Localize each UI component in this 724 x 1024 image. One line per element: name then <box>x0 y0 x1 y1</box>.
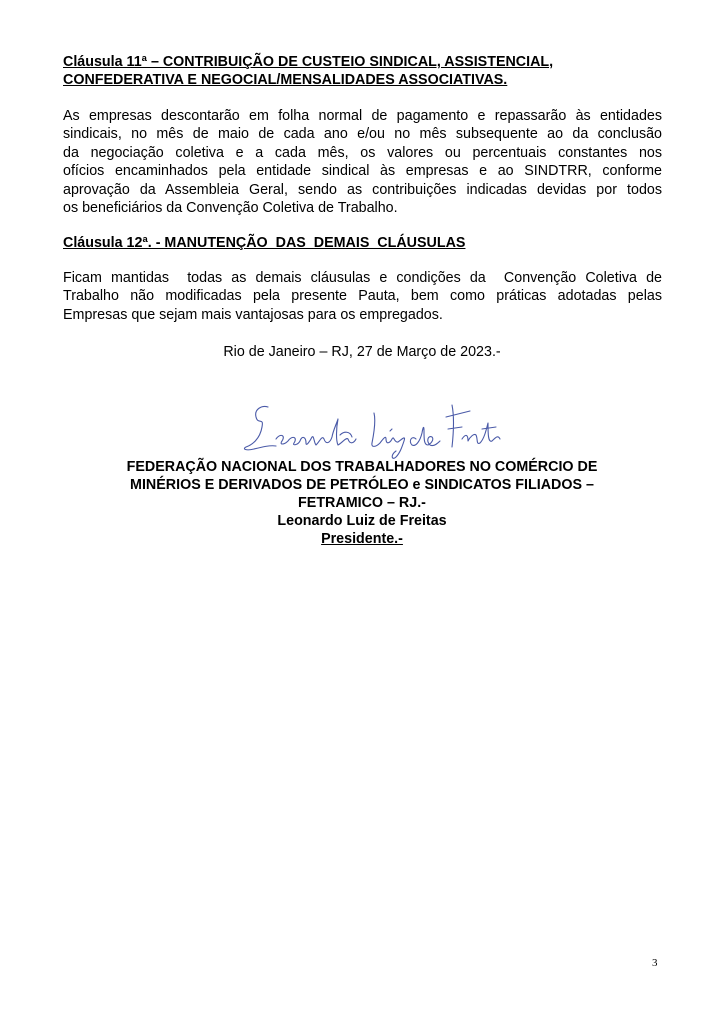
clause-11-line: sindicais, no mês de maio de cada ano e/ou no mês subsequente ao da conclusão <box>63 126 662 143</box>
clause-11-line: aprovação da Assembleia Geral, sendo as contribuições indicadas devidas por todos <box>63 181 662 198</box>
organization-line-1: FEDERAÇÃO NACIONAL DOS TRABALHADORES NO COMÉRCIO DE <box>126 459 598 475</box>
clause-12-heading-text: Cláusula 12ª. - MANUTENÇÃO DAS DEMAIS CLÁUSULAS <box>63 235 466 251</box>
clause-11-heading-line1: Cláusula 11ª – CONTRIBUIÇÃO DE CUSTEIO SINDICAL, ASSISTENCIAL, <box>63 54 554 70</box>
page-number: 3 <box>652 957 658 969</box>
organization-line-2: MINÉRIOS E DERIVADOS DE PETRÓLEO e SINDICATOS FILIADOS – <box>130 477 594 493</box>
clause-11-line: As empresas descontarão em folha normal de pagamento e repassarão às entidades <box>63 108 662 124</box>
place-date <box>0 343 724 361</box>
signatory-name: Leonardo Luiz de Freitas <box>277 513 447 529</box>
signatory-role: Presidente.- <box>321 531 403 547</box>
clause-12-heading <box>63 234 663 252</box>
clause-11-body <box>63 107 662 217</box>
clause-11-heading-line2: CONFEDERATIVA E NEGOCIAL/MENSALIDADES ASSOCIATIVAS. <box>63 72 508 88</box>
organization-line-3: FETRAMICO – RJ.- <box>298 495 426 511</box>
clause-11-heading <box>63 53 663 89</box>
place-date-text: Rio de Janeiro – RJ, 27 de Março de 2023.- <box>223 344 501 360</box>
clause-11-line: ofícios encaminhados pela entidade sindical às empresas e ao SINDTRR, conforme <box>63 163 662 180</box>
signature-image <box>240 395 510 465</box>
clause-12-line: Ficam mantidas todas as demais cláusulas e condições da Convenção Coletiva de <box>63 270 662 286</box>
signature-block <box>0 458 724 548</box>
clause-12-line: Empresas que sejam mais vantajosas para os empregados. <box>63 306 443 323</box>
clause-11-line: os beneficiários da Convenção Coletiva de Trabalho. <box>63 200 398 217</box>
clause-12-line: Trabalho não modificadas pela presente Pauta, bem como práticas adotadas pelas <box>63 288 662 305</box>
clause-11-line: da negociação coletiva e a cada mês, os valores ou percentuais constantes nos <box>63 144 662 161</box>
clause-12-body <box>63 269 662 324</box>
